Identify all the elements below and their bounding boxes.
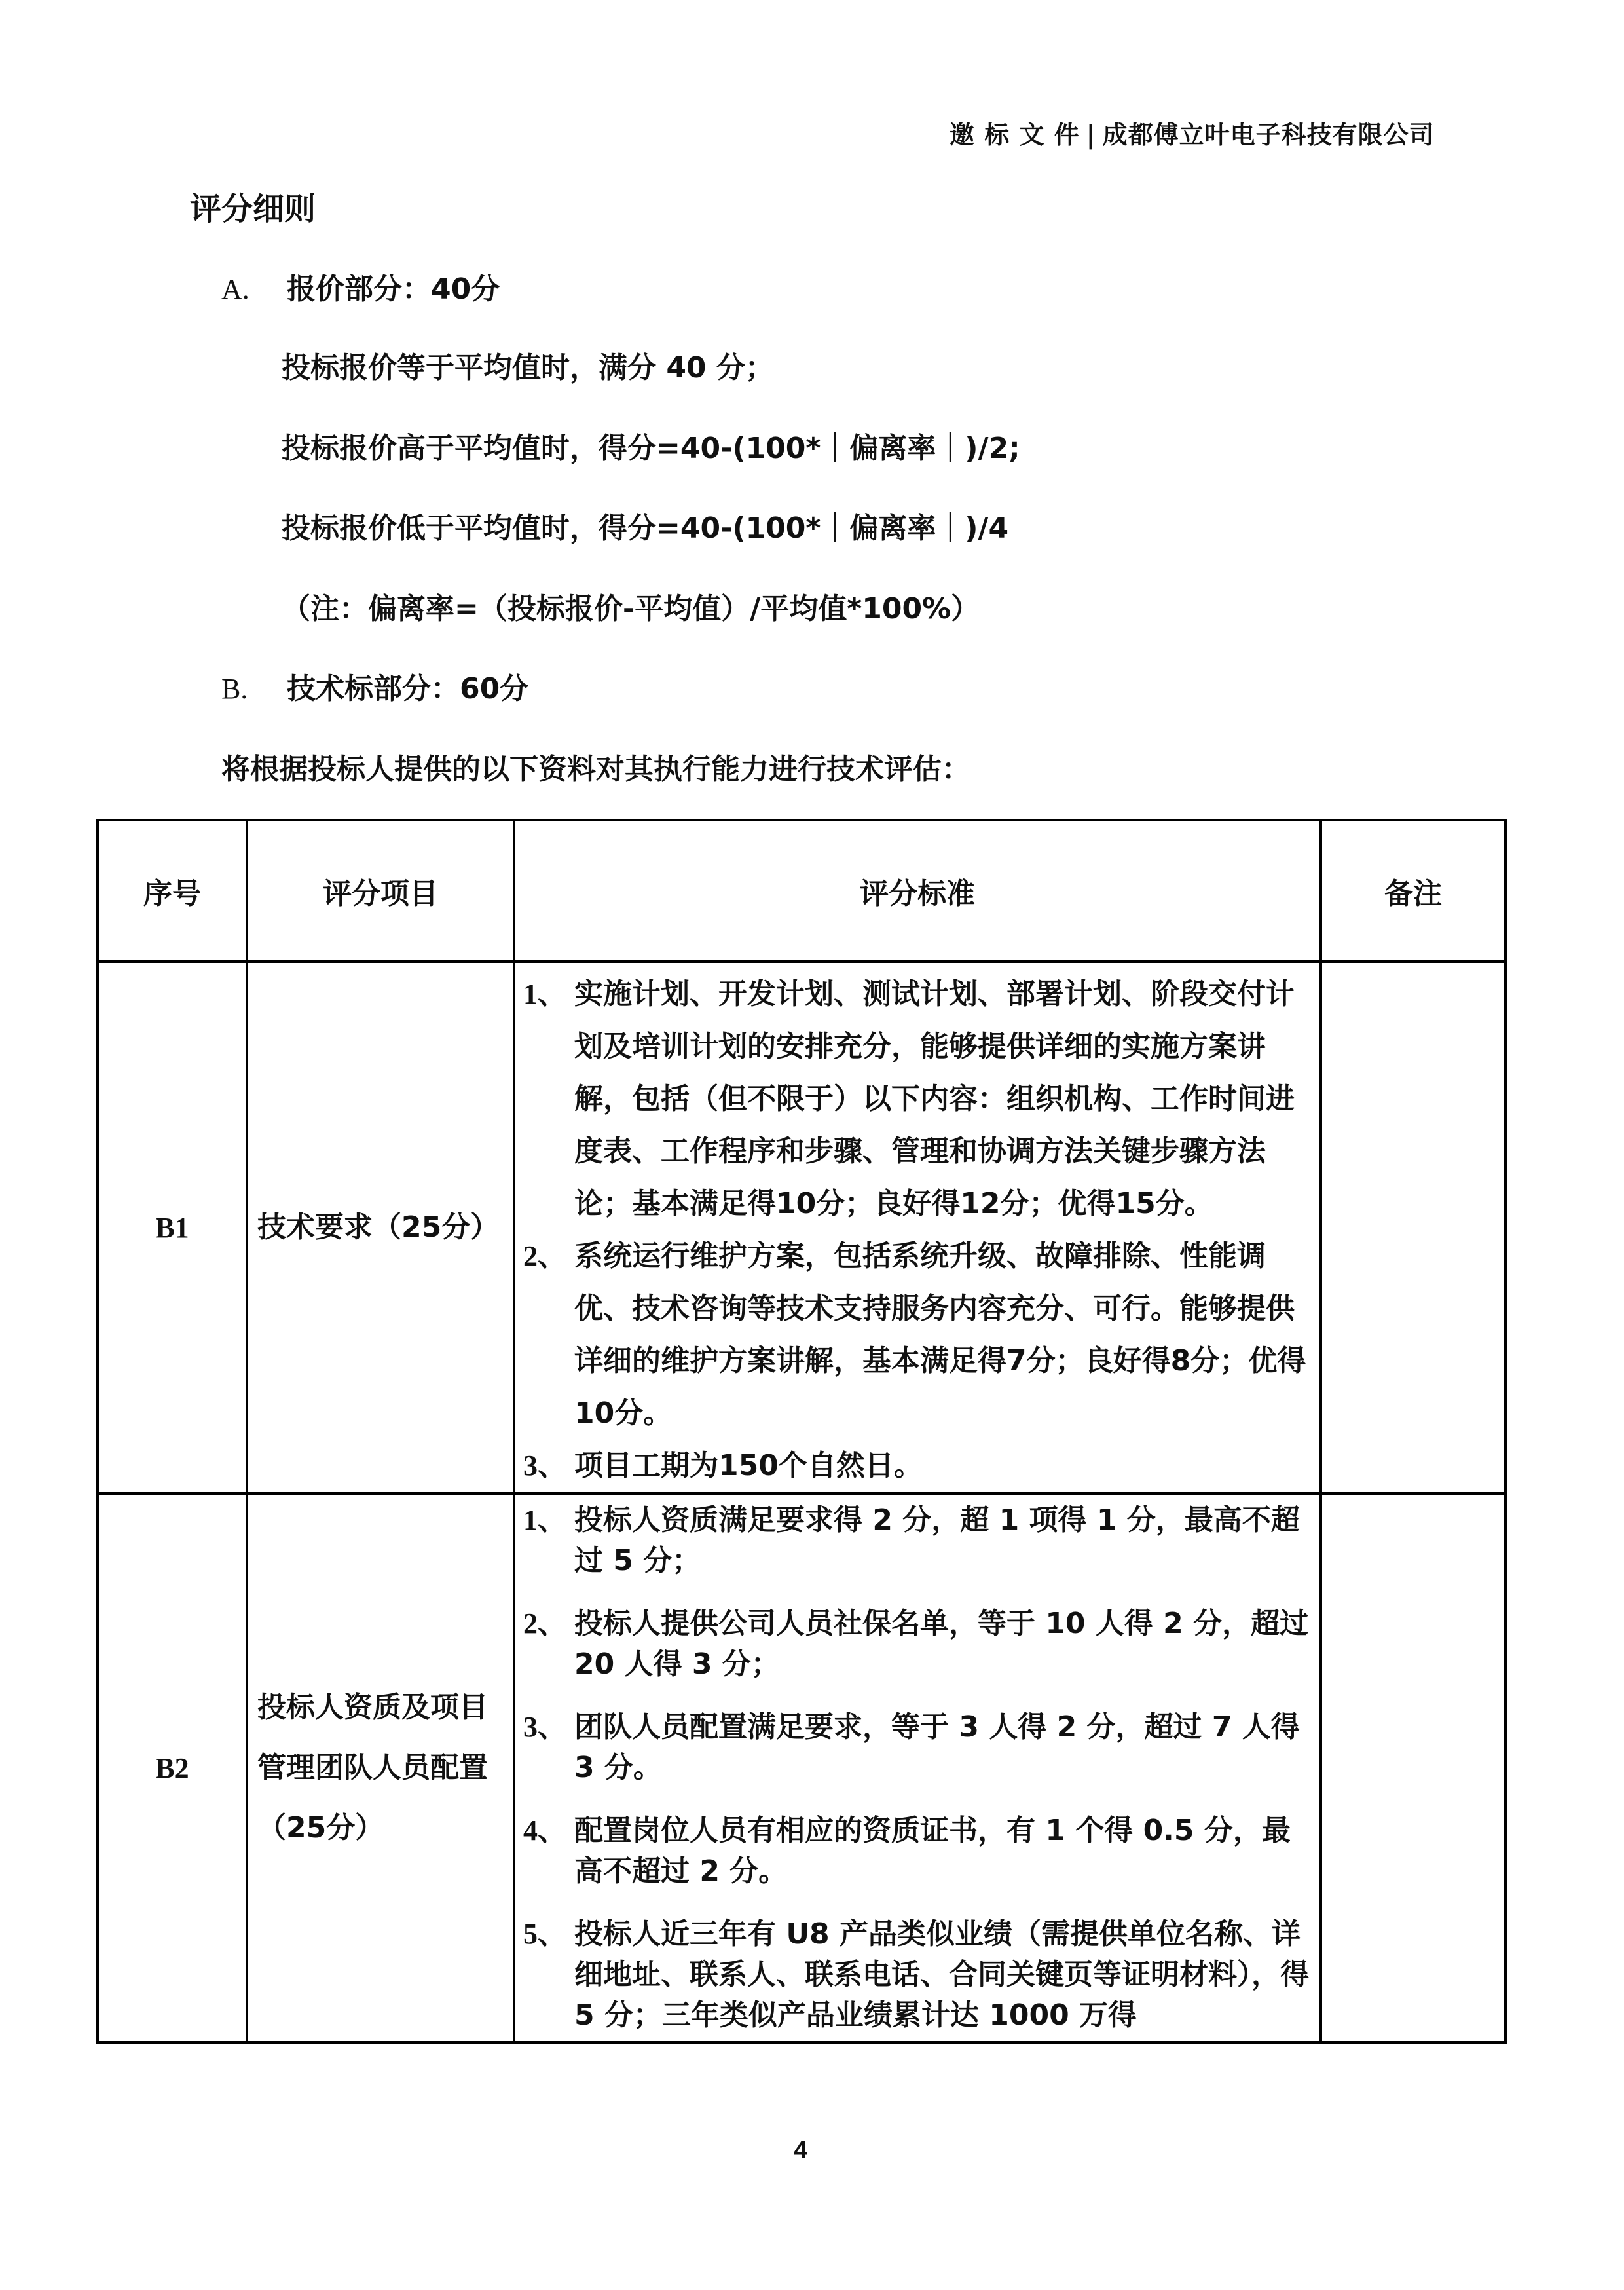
- criterion: [523, 1500, 1316, 1581]
- header-separator: |: [1086, 121, 1096, 149]
- criterion-number: 2、: [523, 1240, 566, 1272]
- section-a-heading: [221, 265, 500, 307]
- criterion: [523, 1604, 1316, 1685]
- table-row: [98, 962, 1505, 1493]
- scoring-table: [96, 819, 1507, 2044]
- doc-type: 邀 标 文 件: [950, 121, 1080, 149]
- company-name: 成都傅立叶电子科技有限公司: [1102, 121, 1435, 149]
- table-header-row: [98, 820, 1505, 962]
- section-a-title: 报价部分：40分: [287, 272, 500, 306]
- criterion-number: 1、: [523, 978, 566, 1010]
- table-row: [98, 1493, 1505, 2042]
- header-remark: 备注: [1321, 820, 1505, 962]
- criterion: [523, 1230, 1316, 1440]
- criterion: [523, 968, 1316, 1230]
- section-b-intro: 将根据投标人提供的以下资料对其执行能力进行技术评估：: [221, 753, 970, 786]
- header-criteria: 评分标准: [514, 820, 1321, 962]
- criterion-number: 2、: [523, 1607, 566, 1640]
- price-rule-higher: 投标报价高于平均值时，得分=40-(100*｜偏离率｜)/2;: [282, 432, 1020, 465]
- header-seq: 序号: [98, 820, 247, 962]
- criterion-number: 4、: [523, 1814, 566, 1847]
- row-remark: [1321, 962, 1505, 1493]
- criterion: [523, 1440, 1316, 1492]
- criterion-text: 项目工期为150个自然日。: [574, 1449, 923, 1482]
- criterion-text: 实施计划、开发计划、测试计划、部署计划、阶段交付计划及培训计划的安排充分，能够提供详细的实施方案讲解，包括（但不限于）以下内容：组织机构、工作时间进度表、工作程序和步骤、管理和协调方法关键步骤方法论；基本满足得10分；良好得12分；优得15分。: [574, 977, 1295, 1220]
- page-number: 4: [794, 2137, 808, 2164]
- criterion-text: 投标人近三年有 U8 产品类似业绩（需提供单位名称、详细地址、联系人、联系电话、合同关键页等证明材料），得 5 分；三年类似产品业绩累计达 1000 万得: [574, 1917, 1309, 2032]
- section-b-label: B.: [221, 673, 248, 705]
- header-item: 评分项目: [247, 820, 514, 962]
- criterion: [523, 1914, 1316, 2036]
- price-rule-equal: 投标报价等于平均值时，满分 40 分；: [282, 351, 774, 385]
- row-item: 投标人资质及项目管理团队人员配置（25分）: [247, 1493, 514, 2042]
- deviation-note: （注：偏离率=（投标报价-平均值）/平均值*100%）: [282, 592, 980, 626]
- row-remark: [1321, 1493, 1505, 2042]
- row-criteria: [514, 1493, 1321, 2042]
- criterion: [523, 1707, 1316, 1788]
- row-item: 技术要求（25分）: [247, 962, 514, 1493]
- page-title: 评分细则: [190, 191, 316, 227]
- criterion-text: 系统运行维护方案，包括系统升级、故障排除、性能调优、技术咨询等技术支持服务内容充分、可行。能够提供详细的维护方案讲解，基本满足得7分；良好得8分；优得10分。: [574, 1239, 1306, 1430]
- criterion-text: 配置岗位人员有相应的资质证书，有 1 个得 0.5 分，最高不超过 2 分。: [574, 1814, 1291, 1888]
- document-header: [950, 115, 1473, 151]
- row-criteria: [514, 962, 1321, 1493]
- price-rule-lower: 投标报价低于平均值时，得分=40-(100*｜偏离率｜)/4: [282, 512, 1009, 545]
- criterion-text: 团队人员配置满足要求，等于 3 人得 2 分，超过 7 人得 3 分。: [574, 1710, 1300, 1784]
- criterion-number: 3、: [523, 1711, 566, 1743]
- criterion-number: 3、: [523, 1450, 566, 1482]
- row-code: B1: [98, 962, 247, 1493]
- criterion-text: 投标人资质满足要求得 2 分，超 1 项得 1 分，最高不超过 5 分；: [574, 1503, 1300, 1577]
- section-a-label: A.: [221, 273, 249, 305]
- section-b-heading: [221, 665, 528, 707]
- section-b-title: 技术标部分：60分: [287, 672, 529, 705]
- criterion: [523, 1811, 1316, 1892]
- row-code: B2: [98, 1493, 247, 2042]
- criterion-number: 1、: [523, 1504, 566, 1536]
- criterion-text: 投标人提供公司人员社保名单，等于 10 人得 2 分，超过 20 人得 3 分；: [574, 1607, 1309, 1681]
- criterion-number: 5、: [523, 1918, 566, 1950]
